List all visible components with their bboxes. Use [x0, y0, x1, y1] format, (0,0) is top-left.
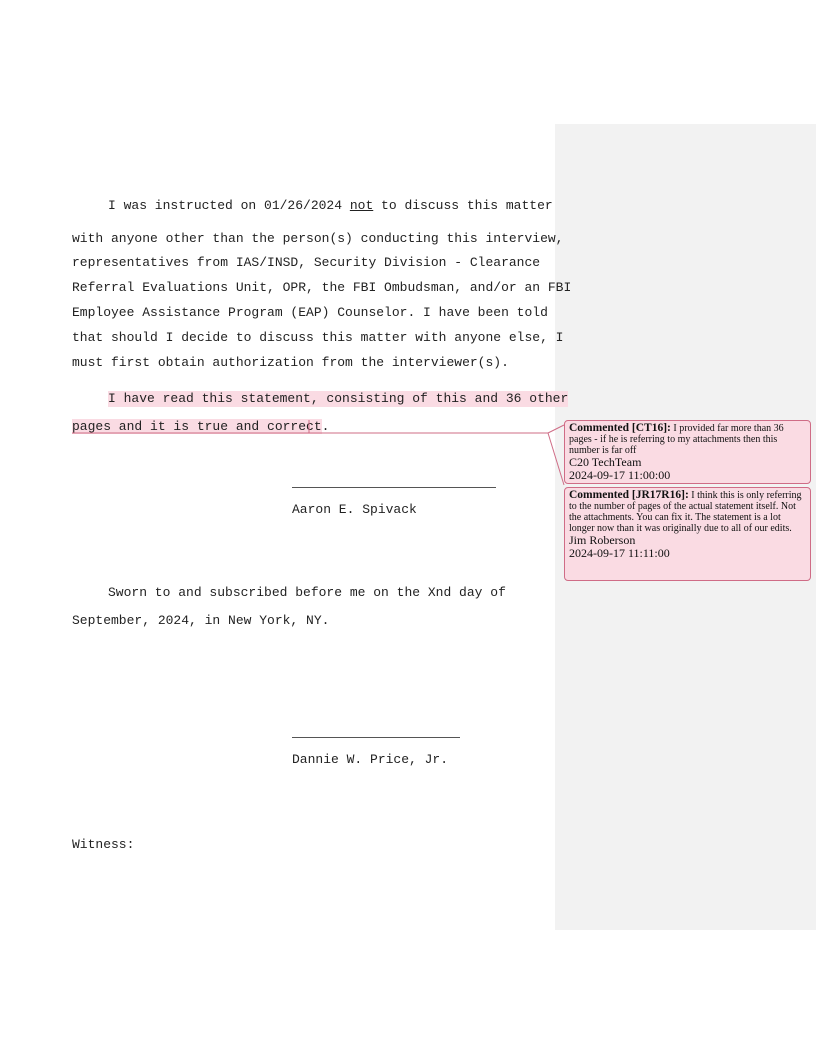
comment-author: Jim Roberson	[569, 533, 636, 547]
text-run: I was instructed on 01/26/2024	[108, 198, 350, 213]
comment-date: 2024-09-17 11:11:00	[569, 546, 670, 560]
commented-text[interactable]: I have read this statement, consisting of this and 36 other	[108, 391, 569, 406]
commented-text[interactable]: pages and it is true and correct	[72, 419, 322, 434]
comment-balloon[interactable]	[564, 487, 811, 581]
body-line	[108, 198, 553, 214]
witness-label: Witness:	[72, 837, 135, 852]
body-line: Employee Assistance Program (EAP) Counselor. I have been told	[72, 305, 548, 320]
body-line: representatives from IAS/INSD, Security Division - Clearance	[72, 255, 541, 270]
body-line: that should I decide to discuss this matter with anyone else, I	[72, 330, 564, 345]
comment-date: 2024-09-17 11:00:00	[569, 468, 671, 482]
comment-text: I think this is only referring to the number of pages of the actual statement itself. Not the attachments. You can fix it. The statement is a lot longer now than it was originally due to all of our edits.	[569, 490, 802, 534]
body-line: Sworn to and subscribed before me on the Xnd day of	[108, 585, 506, 600]
underlined-word: not	[349, 198, 374, 213]
comment-balloon[interactable]	[564, 420, 811, 484]
signer-name: Dannie W. Price, Jr.	[292, 752, 449, 767]
body-line: must first obtain authorization from the interviewer(s).	[72, 355, 509, 370]
comment-header: Commented [JR17R16]:	[569, 489, 689, 501]
signature-line	[292, 737, 460, 738]
body-line	[72, 419, 329, 435]
comment-author: C20 TechTeam	[569, 455, 642, 469]
text-run: to discuss this matter	[373, 198, 553, 213]
text-run: .	[321, 419, 330, 434]
body-line: Referral Evaluations Unit, OPR, the FBI Ombudsman, and/or an FBI	[72, 280, 572, 295]
signature-line	[292, 487, 496, 488]
comment-text: I provided far more than 36 pages - if he is referring to my attachments then this number is far off	[569, 423, 784, 456]
body-line: September, 2024, in New York, NY.	[72, 613, 330, 628]
signer-name: Aaron E. Spivack	[292, 502, 417, 517]
comment-header: Commented [CT16]:	[569, 422, 671, 434]
body-line: with anyone other than the person(s) conducting this interview,	[72, 231, 564, 246]
